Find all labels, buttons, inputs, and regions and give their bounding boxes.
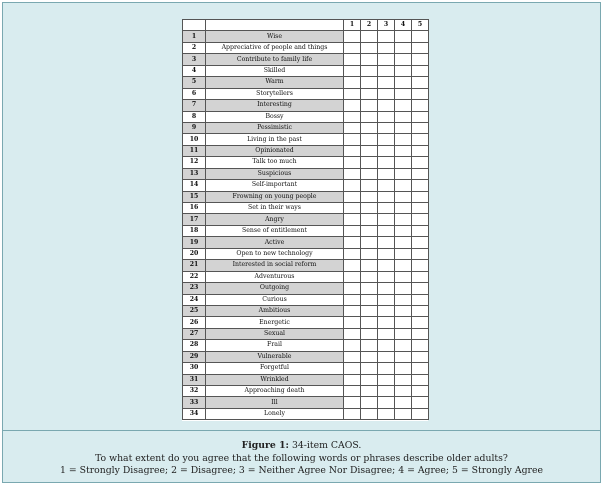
rating-cell-5[interactable]	[412, 54, 429, 65]
rating-cell-1[interactable]	[344, 134, 361, 145]
rating-cell-1[interactable]	[344, 260, 361, 271]
figure-label: Figure 1:	[241, 440, 289, 451]
item-word: Open to new technology	[206, 248, 344, 259]
rating-cell-5[interactable]	[412, 374, 429, 385]
item-number: 5	[183, 77, 206, 88]
rating-cell-3[interactable]	[378, 260, 395, 271]
rating-cell-4[interactable]	[395, 374, 412, 385]
item-word: Forgetful	[206, 363, 344, 374]
header-cell-scale-2: 2	[361, 20, 378, 31]
item-number: 27	[183, 328, 206, 339]
rating-cell-1[interactable]	[344, 305, 361, 316]
rating-cell-4[interactable]	[395, 294, 412, 305]
item-word: Sexual	[206, 328, 344, 339]
rating-cell-3[interactable]	[378, 42, 395, 53]
rating-cell-4[interactable]	[395, 42, 412, 53]
item-word: Vulnerable	[206, 351, 344, 362]
rating-cell-3[interactable]	[378, 77, 395, 88]
rating-cell-3[interactable]	[378, 408, 395, 419]
item-word: Active	[206, 237, 344, 248]
table-row	[183, 386, 429, 397]
item-word: Contribute to family life	[206, 54, 344, 65]
item-word: Pessimistic	[206, 122, 344, 133]
item-word: Storytellers	[206, 88, 344, 99]
item-number: 22	[183, 271, 206, 282]
rating-cell-1[interactable]	[344, 374, 361, 385]
table-row	[183, 134, 429, 145]
rating-cell-4[interactable]	[395, 283, 412, 294]
item-word: Self-important	[206, 180, 344, 191]
rating-cell-4[interactable]	[395, 305, 412, 316]
rating-cell-2[interactable]	[361, 237, 378, 248]
rating-cell-2[interactable]	[361, 260, 378, 271]
item-number: 2	[183, 42, 206, 53]
rating-cell-4[interactable]	[395, 134, 412, 145]
rating-cell-5[interactable]	[412, 100, 429, 111]
rating-cell-2[interactable]	[361, 317, 378, 328]
item-number: 17	[183, 214, 206, 225]
rating-cell-4[interactable]	[395, 328, 412, 339]
table-row	[183, 65, 429, 76]
item-number: 23	[183, 283, 206, 294]
item-number: 25	[183, 305, 206, 316]
figure-caption	[3, 440, 600, 478]
rating-cell-3[interactable]	[378, 111, 395, 122]
rating-cell-3[interactable]	[378, 88, 395, 99]
item-number: 29	[183, 351, 206, 362]
item-word: Frowning on young people	[206, 191, 344, 202]
rating-cell-2[interactable]	[361, 88, 378, 99]
rating-cell-1[interactable]	[344, 180, 361, 191]
header-cell-scale-4: 4	[395, 20, 412, 31]
rating-cell-1[interactable]	[344, 122, 361, 133]
item-number: 26	[183, 317, 206, 328]
rating-cell-1[interactable]	[344, 386, 361, 397]
rating-cell-5[interactable]	[412, 328, 429, 339]
rating-cell-3[interactable]	[378, 283, 395, 294]
rating-cell-2[interactable]	[361, 408, 378, 419]
item-number: 3	[183, 54, 206, 65]
rating-cell-1[interactable]	[344, 283, 361, 294]
rating-cell-4[interactable]	[395, 363, 412, 374]
rating-cell-3[interactable]	[378, 248, 395, 259]
rating-cell-2[interactable]	[361, 157, 378, 168]
table-row	[183, 328, 429, 339]
rating-cell-1[interactable]	[344, 54, 361, 65]
rating-cell-2[interactable]	[361, 111, 378, 122]
rating-cell-5[interactable]	[412, 363, 429, 374]
rating-cell-3[interactable]	[378, 317, 395, 328]
item-word: Appreciative of people and things	[206, 42, 344, 53]
rating-cell-4[interactable]	[395, 88, 412, 99]
rating-cell-5[interactable]	[412, 180, 429, 191]
item-word: Talk too much	[206, 157, 344, 168]
rating-cell-4[interactable]	[395, 77, 412, 88]
rating-cell-2[interactable]	[361, 191, 378, 202]
table-row	[183, 248, 429, 259]
item-number: 9	[183, 122, 206, 133]
item-word: Frail	[206, 340, 344, 351]
rating-cell-2[interactable]	[361, 363, 378, 374]
item-number: 28	[183, 340, 206, 351]
rating-cell-5[interactable]	[412, 225, 429, 236]
rating-cell-2[interactable]	[361, 122, 378, 133]
rating-cell-3[interactable]	[378, 134, 395, 145]
table-row	[183, 271, 429, 282]
rating-cell-4[interactable]	[395, 408, 412, 419]
rating-cell-3[interactable]	[378, 351, 395, 362]
rating-cell-1[interactable]	[344, 111, 361, 122]
rating-cell-5[interactable]	[412, 271, 429, 282]
rating-cell-4[interactable]	[395, 237, 412, 248]
item-number: 14	[183, 180, 206, 191]
rating-cell-5[interactable]	[412, 122, 429, 133]
table-row	[183, 237, 429, 248]
rating-cell-4[interactable]	[395, 271, 412, 282]
rating-cell-1[interactable]	[344, 363, 361, 374]
rating-cell-5[interactable]	[412, 65, 429, 76]
item-word: Approaching death	[206, 386, 344, 397]
table-row	[183, 283, 429, 294]
item-word: Opinionated	[206, 145, 344, 156]
rating-cell-5[interactable]	[412, 191, 429, 202]
rating-cell-5[interactable]	[412, 305, 429, 316]
item-word: Set in their ways	[206, 203, 344, 214]
rating-cell-1[interactable]	[344, 237, 361, 248]
table-row	[183, 225, 429, 236]
rating-cell-5[interactable]	[412, 237, 429, 248]
figure-title: 34-item CAOS.	[291, 440, 362, 451]
caption-question: To what extent do you agree that the following words or phrases describe older adults?	[95, 452, 508, 464]
rating-cell-3[interactable]	[378, 168, 395, 179]
item-number: 33	[183, 397, 206, 408]
caption-divider	[3, 430, 600, 431]
rating-cell-3[interactable]	[378, 386, 395, 397]
rating-cell-1[interactable]	[344, 328, 361, 339]
table-row	[183, 122, 429, 133]
rating-cell-5[interactable]	[412, 88, 429, 99]
rating-cell-5[interactable]	[412, 386, 429, 397]
rating-cell-3[interactable]	[378, 54, 395, 65]
rating-cell-1[interactable]	[344, 271, 361, 282]
item-number: 8	[183, 111, 206, 122]
rating-cell-5[interactable]	[412, 340, 429, 351]
item-word: Wrinkled	[206, 374, 344, 385]
rating-cell-3[interactable]	[378, 203, 395, 214]
item-number: 31	[183, 374, 206, 385]
rating-cell-1[interactable]	[344, 214, 361, 225]
rating-cell-5[interactable]	[412, 134, 429, 145]
rating-cell-3[interactable]	[378, 271, 395, 282]
rating-cell-4[interactable]	[395, 100, 412, 111]
rating-cell-4[interactable]	[395, 248, 412, 259]
header-cell-scale-3: 3	[378, 20, 395, 31]
table-row	[183, 88, 429, 99]
table-row	[183, 351, 429, 362]
table-header-row	[183, 20, 429, 31]
rating-cell-5[interactable]	[412, 168, 429, 179]
rating-cell-2[interactable]	[361, 203, 378, 214]
rating-cell-3[interactable]	[378, 65, 395, 76]
table-row	[183, 214, 429, 225]
item-word: Sense of entitlement	[206, 225, 344, 236]
rating-cell-3[interactable]	[378, 157, 395, 168]
item-word: Bossy	[206, 111, 344, 122]
rating-cell-3[interactable]	[378, 305, 395, 316]
rating-cell-2[interactable]	[361, 294, 378, 305]
table-body	[183, 31, 429, 420]
table-row	[183, 374, 429, 385]
item-number: 13	[183, 168, 206, 179]
table-row	[183, 111, 429, 122]
rating-cell-4[interactable]	[395, 31, 412, 42]
rating-cell-1[interactable]	[344, 408, 361, 419]
rating-cell-2[interactable]	[361, 225, 378, 236]
rating-cell-2[interactable]	[361, 134, 378, 145]
rating-cell-4[interactable]	[395, 340, 412, 351]
item-number: 7	[183, 100, 206, 111]
table-row	[183, 42, 429, 53]
item-word: Ill	[206, 397, 344, 408]
item-word: Lonely	[206, 408, 344, 419]
rating-cell-4[interactable]	[395, 214, 412, 225]
rating-cell-3[interactable]	[378, 328, 395, 339]
item-word: Wise	[206, 31, 344, 42]
rating-cell-4[interactable]	[395, 260, 412, 271]
rating-cell-5[interactable]	[412, 31, 429, 42]
item-word: Skilled	[206, 65, 344, 76]
item-word: Interesting	[206, 100, 344, 111]
item-word: Outgoing	[206, 283, 344, 294]
rating-cell-2[interactable]	[361, 328, 378, 339]
table-row	[183, 77, 429, 88]
rating-cell-5[interactable]	[412, 351, 429, 362]
rating-cell-1[interactable]	[344, 225, 361, 236]
rating-cell-5[interactable]	[412, 111, 429, 122]
rating-cell-2[interactable]	[361, 214, 378, 225]
caption-scale: 1 = Strongly Disagree; 2 = Disagree; 3 = Neither Agree Nor Disagree; 4 = Agree; 5 = Strongly Agree	[59, 465, 544, 476]
rating-cell-5[interactable]	[412, 317, 429, 328]
item-word: Energetic	[206, 317, 344, 328]
item-number: 24	[183, 294, 206, 305]
rating-cell-4[interactable]	[395, 397, 412, 408]
item-word: Interested in social reform	[206, 260, 344, 271]
rating-cell-1[interactable]	[344, 88, 361, 99]
header-cell-scale-1: 1	[344, 20, 361, 31]
table-row	[183, 363, 429, 374]
item-number: 34	[183, 408, 206, 419]
rating-cell-2[interactable]	[361, 145, 378, 156]
rating-cell-4[interactable]	[395, 386, 412, 397]
rating-cell-3[interactable]	[378, 180, 395, 191]
item-number: 21	[183, 260, 206, 271]
table-row	[183, 157, 429, 168]
item-number: 20	[183, 248, 206, 259]
table-row	[183, 260, 429, 271]
rating-cell-3[interactable]	[378, 363, 395, 374]
item-number: 1	[183, 31, 206, 42]
caos-table-wrapper	[182, 19, 428, 421]
rating-cell-1[interactable]	[344, 191, 361, 202]
rating-cell-1[interactable]	[344, 31, 361, 42]
rating-cell-2[interactable]	[361, 100, 378, 111]
table-row	[183, 305, 429, 316]
rating-cell-4[interactable]	[395, 317, 412, 328]
rating-cell-5[interactable]	[412, 145, 429, 156]
rating-cell-4[interactable]	[395, 225, 412, 236]
rating-cell-1[interactable]	[344, 65, 361, 76]
rating-cell-3[interactable]	[378, 145, 395, 156]
item-number: 16	[183, 203, 206, 214]
rating-cell-2[interactable]	[361, 31, 378, 42]
rating-cell-3[interactable]	[378, 31, 395, 42]
item-number: 11	[183, 145, 206, 156]
item-word: Angry	[206, 214, 344, 225]
item-word: Warm	[206, 77, 344, 88]
rating-cell-1[interactable]	[344, 340, 361, 351]
rating-cell-4[interactable]	[395, 203, 412, 214]
rating-cell-4[interactable]	[395, 65, 412, 76]
caos-table	[182, 19, 429, 420]
table-row	[183, 145, 429, 156]
table-row	[183, 168, 429, 179]
rating-cell-2[interactable]	[361, 397, 378, 408]
rating-cell-2[interactable]	[361, 168, 378, 179]
table-row	[183, 340, 429, 351]
table-row	[183, 397, 429, 408]
rating-cell-2[interactable]	[361, 283, 378, 294]
rating-cell-2[interactable]	[361, 271, 378, 282]
rating-cell-1[interactable]	[344, 351, 361, 362]
item-word: Ambitious	[206, 305, 344, 316]
rating-cell-3[interactable]	[378, 225, 395, 236]
rating-cell-1[interactable]	[344, 77, 361, 88]
header-cell-number	[183, 20, 206, 31]
rating-cell-5[interactable]	[412, 203, 429, 214]
header-cell-scale-5: 5	[412, 20, 429, 31]
rating-cell-5[interactable]	[412, 397, 429, 408]
item-number: 19	[183, 237, 206, 248]
rating-cell-5[interactable]	[412, 283, 429, 294]
table-row	[183, 408, 429, 419]
rating-cell-2[interactable]	[361, 248, 378, 259]
rating-cell-4[interactable]	[395, 180, 412, 191]
rating-cell-2[interactable]	[361, 374, 378, 385]
rating-cell-2[interactable]	[361, 351, 378, 362]
table-row	[183, 180, 429, 191]
item-number: 32	[183, 386, 206, 397]
rating-cell-3[interactable]	[378, 191, 395, 202]
rating-cell-5[interactable]	[412, 77, 429, 88]
figure-panel	[2, 2, 601, 483]
rating-cell-5[interactable]	[412, 408, 429, 419]
item-number: 15	[183, 191, 206, 202]
item-word: Suspicious	[206, 168, 344, 179]
rating-cell-5[interactable]	[412, 260, 429, 271]
rating-cell-2[interactable]	[361, 305, 378, 316]
rating-cell-3[interactable]	[378, 340, 395, 351]
rating-cell-1[interactable]	[344, 203, 361, 214]
caption-title-line	[3, 440, 600, 453]
header-cell-word	[206, 20, 344, 31]
rating-cell-3[interactable]	[378, 237, 395, 248]
rating-cell-2[interactable]	[361, 386, 378, 397]
rating-cell-4[interactable]	[395, 191, 412, 202]
rating-cell-1[interactable]	[344, 157, 361, 168]
rating-cell-1[interactable]	[344, 145, 361, 156]
rating-cell-4[interactable]	[395, 54, 412, 65]
rating-cell-1[interactable]	[344, 248, 361, 259]
rating-cell-2[interactable]	[361, 180, 378, 191]
rating-cell-1[interactable]	[344, 317, 361, 328]
rating-cell-5[interactable]	[412, 294, 429, 305]
rating-cell-1[interactable]	[344, 397, 361, 408]
rating-cell-5[interactable]	[412, 248, 429, 259]
item-number: 6	[183, 88, 206, 99]
item-word: Adventurous	[206, 271, 344, 282]
rating-cell-1[interactable]	[344, 42, 361, 53]
rating-cell-3[interactable]	[378, 214, 395, 225]
rating-cell-3[interactable]	[378, 397, 395, 408]
rating-cell-4[interactable]	[395, 351, 412, 362]
rating-cell-3[interactable]	[378, 100, 395, 111]
rating-cell-2[interactable]	[361, 65, 378, 76]
item-number: 4	[183, 65, 206, 76]
rating-cell-5[interactable]	[412, 157, 429, 168]
rating-cell-1[interactable]	[344, 294, 361, 305]
rating-cell-5[interactable]	[412, 42, 429, 53]
item-number: 18	[183, 225, 206, 236]
item-word: Living in the past	[206, 134, 344, 145]
rating-cell-4[interactable]	[395, 145, 412, 156]
rating-cell-3[interactable]	[378, 294, 395, 305]
item-number: 10	[183, 134, 206, 145]
table-row	[183, 317, 429, 328]
rating-cell-4[interactable]	[395, 168, 412, 179]
table-row	[183, 203, 429, 214]
rating-cell-4[interactable]	[395, 157, 412, 168]
rating-cell-5[interactable]	[412, 214, 429, 225]
rating-cell-1[interactable]	[344, 168, 361, 179]
rating-cell-2[interactable]	[361, 77, 378, 88]
rating-cell-1[interactable]	[344, 100, 361, 111]
rating-cell-4[interactable]	[395, 122, 412, 133]
table-row	[183, 191, 429, 202]
table-row	[183, 31, 429, 42]
rating-cell-4[interactable]	[395, 111, 412, 122]
table-row	[183, 54, 429, 65]
item-number: 12	[183, 157, 206, 168]
item-word: Curious	[206, 294, 344, 305]
table-row	[183, 294, 429, 305]
rating-cell-3[interactable]	[378, 122, 395, 133]
rating-cell-3[interactable]	[378, 374, 395, 385]
rating-cell-2[interactable]	[361, 340, 378, 351]
rating-cell-2[interactable]	[361, 54, 378, 65]
table-row	[183, 100, 429, 111]
rating-cell-2[interactable]	[361, 42, 378, 53]
item-number: 30	[183, 363, 206, 374]
